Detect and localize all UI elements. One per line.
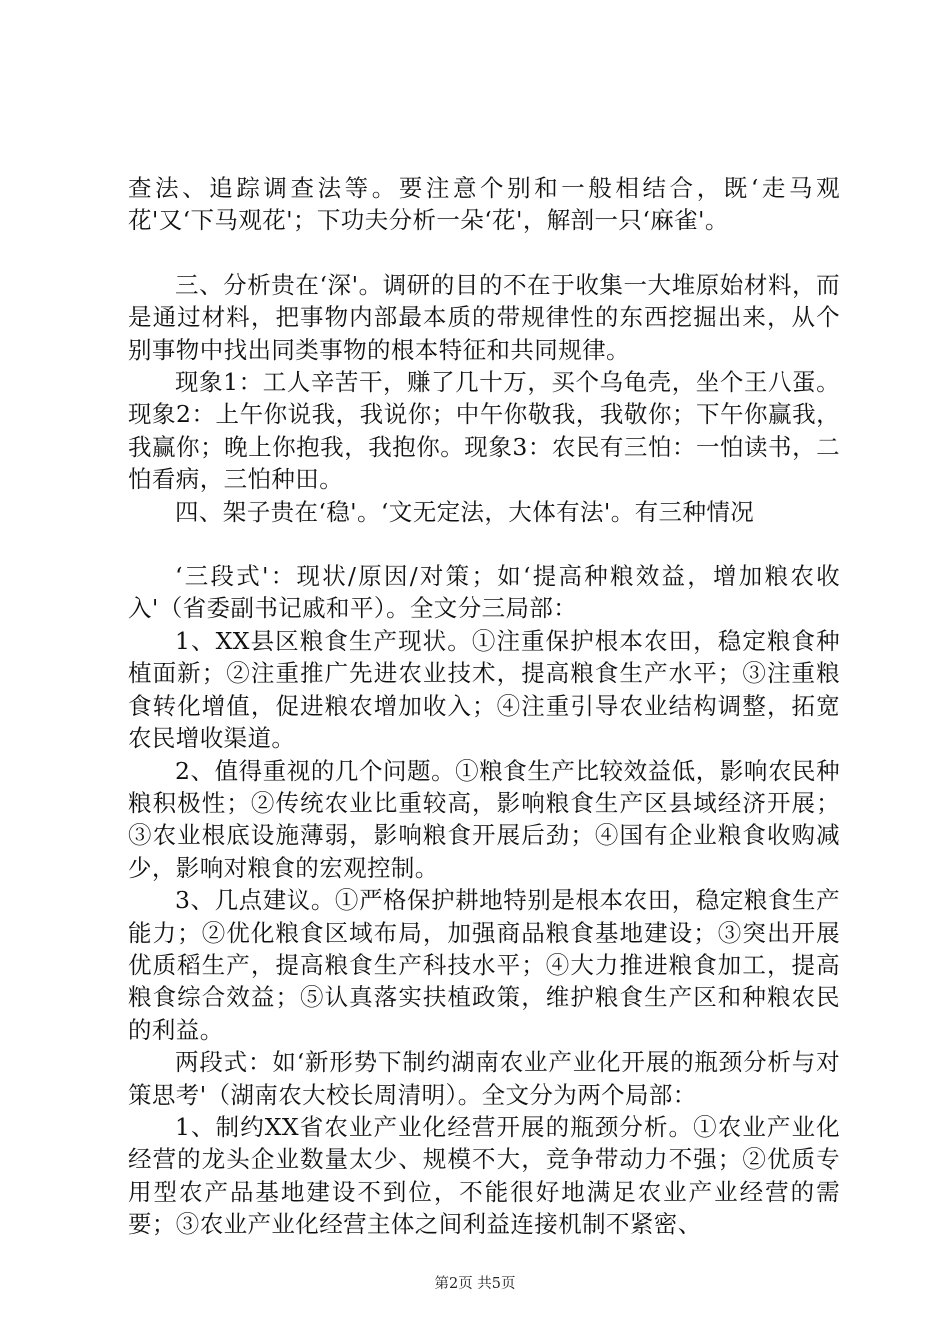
- paragraph-section-three-analysis: 三、分析贵在‘深'。调研的目的不在于收集一大堆原始材料，而是通过材料，把事物内部最本质的带规律性的东西挖掘出来，从个别事物中找出同类事物的根本特征和共同规律。: [128, 270, 840, 364]
- paragraph-grain-problems: 2、值得重视的几个问题。①粮食生产比较效益低，影响农民种粮积极性；②传统农业比重较高，影响粮食生产区县域经济开展；③农业根底设施薄弱，影响粮食开展后劲；④国有企业粮食收购减少，影响对粮食的宏观控制。: [128, 756, 840, 882]
- paragraph-grain-suggestions: 3、几点建议。①严格保护耕地特别是根本农田，稳定粮食生产能力；②优化粮食区域布局，加强商品粮食基地建设；③突出开展优质稻生产，提高粮食生产科技水平；④大力推进粮食加工，提高粮食综合效益；⑤认真落实扶植政策，维护粮食生产区和种粮农民的利益。: [128, 886, 840, 1044]
- paragraph-three-part-format: ‘三段式'：现状/原因/对策；如‘提高种粮效益，增加粮农收入'（省委副书记戚和平）。全文分三局部：: [128, 562, 840, 623]
- paragraph-grain-status: 1、XX县区粮食生产现状。①注重保护根本农田，稳定粮食种植面新；②注重推广先进农业技术，提高粮食生产水平；③注重粮食转化增值，促进粮农增加收入；④注重引导农业结构调整，拓宽农民增收渠道。: [128, 626, 840, 753]
- page-number-footer: 第2页 共5页: [434, 1276, 516, 1292]
- document-body: [128, 172, 840, 1241]
- paragraph-bottleneck-analysis: 1、制约XX省农业产业化经营开展的瓶颈分析。①农业产业化经营的龙头企业数量太少、规模不大，竞争带动力不强；②优质专用型农产品基地建设不到位，不能很好地满足农业产业经营的需要；③农业产业化经营主体之间利益连接机制不紧密、: [128, 1112, 840, 1239]
- paragraph-phenomena: 现象1：工人辛苦干，赚了几十万，买个乌龟壳，坐个王八蛋。现象2：上午你说我，我说你；中午你敬我，我敬你；下午你赢我，我赢你；晚上你抱我，我抱你。现象3：农民有三怕：一怕读书，二怕看病，三怕种田。: [128, 368, 840, 494]
- paragraph-investigation-methods: 查法、追踪调查法等。要注意个别和一般相结合，既‘走马观花'又‘下马观花'；下功夫分析一朵‘花'，解剖一只‘麻雀'。: [128, 174, 840, 235]
- paragraph-section-four-structure: 四、架子贵在‘稳'。‘文无定法，大体有法'。有三种情况: [175, 497, 755, 526]
- paragraph-two-part-format: 两段式：如‘新形势下制约湖南农业产业化开展的瓶颈分析与对策思考'（湖南农大校长周清明）。全文分为两个局部：: [128, 1048, 840, 1109]
